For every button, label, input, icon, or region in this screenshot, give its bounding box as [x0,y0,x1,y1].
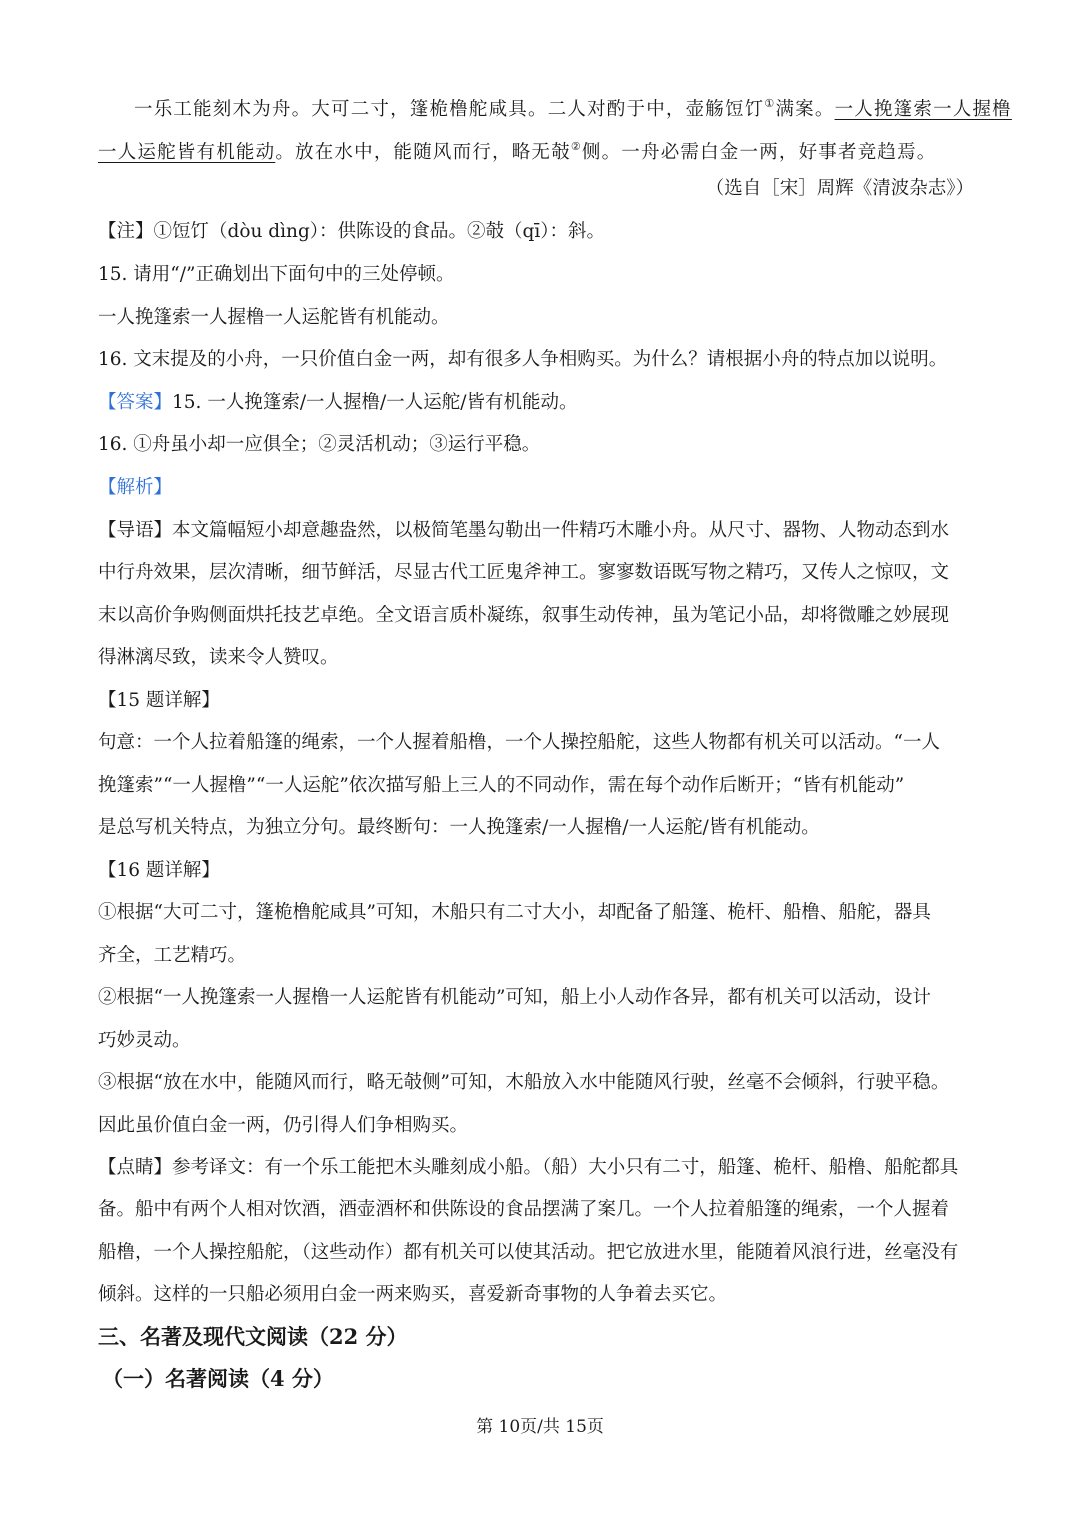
answer-tag: 【答案】 [98,392,173,413]
footnote-marker-2: ② [570,140,582,153]
passage-text: 一乐工能刻木为舟。大可二寸，篷桅橹舵咸具。二人对酌于中，壶觞饾饤 [134,99,765,120]
detail-16-line: ①根据“大可二寸，篷桅橹舵咸具”可知，木船只有二寸大小，却配备了船篷、桅杆、船橹、船舵，器具 [98,902,931,923]
detail-16-line: 巧妙灵动。 [98,1030,191,1051]
footnote-marker-1: ① [764,97,776,110]
section-3-1-heading: （一）名著阅读（4 分） [102,1366,334,1391]
detail-15-line: 挽篷索”“一人握橹”“一人运舵”依次描写船上三人的不同动作，需在每个动作后断开；“皆有机能动” [98,775,905,796]
passage-text: 满案。 [775,99,835,120]
tips-line: 备。船中有两个人相对饮酒，酒壶酒杯和供陈设的食品摆满了案几。一个人拉着船篷的绳索，一个人握着 [98,1199,950,1220]
tips-line: 【点睛】参考译文：有一个乐工能把木头雕刻成小船。（船）大小只有二寸，船篷、桅杆、船橹、船舵都具 [98,1157,959,1178]
answer-15: 15. 一人挽篷索/一人握橹/一人运舵/皆有机能动。 [172,392,578,413]
detail-16-title: 【16 题详解】 [98,860,220,881]
guide-line: 末以高价争购侧面烘托技艺卓绝。全文语言质朴凝练，叙事生动传神，虽为笔记小品，却将微雕之妙展现 [98,605,950,626]
underlined-sentence: 一人运舵皆有机能动 [98,142,276,163]
question-15: 15. 请用“/”正确划出下面句中的三处停顿。 [98,264,455,285]
passage-source: （选自［宋］周辉《清波杂志》） [705,178,974,199]
detail-16-line: 因此虽价值白金一两，仍引得人们争相购买。 [98,1115,469,1136]
detail-15-line: 句意：一个人拉着船篷的绳索，一个人握着船橹，一个人操控船舵，这些人物都有机关可以活动。“一人 [98,732,940,753]
answer-line-15 [98,390,578,416]
tips-line: 船橹，一个人操控船舵，（这些动作）都有机关可以使其活动。把它放进水里，能随着风浪行进，丝毫没有 [98,1242,959,1263]
passage-text: 。放在水中，能随风而行，略无攲 [275,142,571,163]
detail-16-line: ③根据“放在水中，能随风而行，略无攲侧”可知，木船放入水中能随风行驶，丝毫不会倾斜，行驶平稳。 [98,1072,950,1093]
question-16: 16. 文末提及的小舟，一只价值白金一两，却有很多人争相购买。为什么？请根据小舟的特点加以说明。 [98,349,948,370]
passage-line-2 [98,134,937,166]
tips-line: 倾斜。这样的一只船必须用白金一两来购买，喜爱新奇事物的人争着去买它。 [98,1284,728,1305]
passage-text: 侧。一舟必需白金一两，好事者竞趋焉。 [581,142,937,163]
underlined-sentence: 一人挽篷索一人握橹 [834,99,1012,120]
analysis-tag: 【解析】 [98,477,173,498]
guide-line: 得淋漓尽致，读来令人赞叹。 [98,647,339,668]
passage-line-1 [134,91,1012,123]
detail-15-line: 是总写机关特点，为独立分句。最终断句：一人挽篷索/一人握橹/一人运舵/皆有机能动。 [98,817,820,838]
section-3-heading: 三、名著及现代文阅读（22 分） [98,1324,408,1349]
guide-line: 【导语】本文篇幅短小却意趣盎然，以极简笔墨勾勒出一件精巧木雕小舟。从尺寸、器物、人物动态到水 [98,520,950,541]
detail-16-line: ②根据“一人挽篷索一人握橹一人运舵皆有机能动”可知，船上小人动作各异，都有机关可以活动，设计 [98,987,931,1008]
answer-16: 16. ①舟虽小却一应俱全；②灵活机动；③运行平稳。 [98,434,541,455]
question-15-sentence: 一人挽篷索一人握橹一人运舵皆有机能动。 [98,307,450,328]
note: 【注】①饾饤（dòu dìng）：供陈设的食品。②攲（qī）：斜。 [98,221,606,242]
detail-15-title: 【15 题详解】 [98,690,220,711]
page-footer: 第 10页/共 15页 [476,1417,604,1437]
detail-16-line: 齐全，工艺精巧。 [98,945,247,966]
guide-line: 中行舟效果，层次清晰，细节鲜活，尽显古代工匠鬼斧神工。寥寥数语既写物之精巧，又传人之惊叹，文 [98,562,950,583]
